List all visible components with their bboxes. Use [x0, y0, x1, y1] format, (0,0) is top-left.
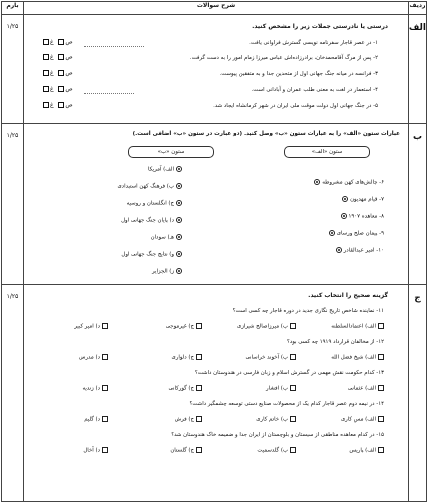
option-checkbox[interactable] — [102, 323, 108, 329]
option-text: الف) مسِ کاری — [340, 416, 376, 423]
section-c-title: گزینه صحیح را انتخاب کنید. — [308, 292, 388, 299]
option-text: الف) اعتمادالسلطنه — [331, 323, 376, 330]
option-text: ب) آخوند خراسانی — [245, 354, 288, 361]
option-text: ب) خاتم کاری — [256, 416, 288, 423]
mcq-option[interactable] — [169, 385, 202, 392]
match-dot[interactable] — [176, 268, 182, 274]
tf-choice-3 — [42, 70, 73, 77]
mcq-option[interactable] — [166, 323, 202, 330]
true-option-label: ص — [65, 85, 73, 93]
option-text: ج) فرش — [174, 416, 194, 423]
mcq-option[interactable] — [170, 447, 202, 454]
match-a-text: ۶- چالش‌های کهن مشروطه — [322, 179, 384, 186]
mcq-option[interactable] — [256, 416, 296, 423]
option-checkbox[interactable] — [378, 354, 384, 360]
option-checkbox[interactable] — [102, 447, 108, 453]
option-text: ج) گورکانی — [168, 385, 194, 392]
option-text: د) امیر کبیر — [74, 323, 100, 330]
option-checkbox[interactable] — [196, 323, 202, 329]
false-checkbox[interactable] — [43, 39, 49, 45]
option-text: ج) دلواری — [171, 354, 194, 361]
match-a-item-8 — [339, 213, 384, 220]
mcq-option[interactable] — [82, 385, 108, 392]
match-b-text: و) نتایج جنگ جهانی اول — [121, 251, 174, 258]
match-dot[interactable] — [341, 213, 347, 219]
tf-item-3: ۳- فرانسه در میانه جنگ جهانی اول از متحدین جدا و به متفقین پیوست. — [219, 71, 378, 77]
header-score-label: بارم — [2, 2, 24, 15]
mcq-question-14: ۱۴- در نیمه دوم عصر قاجار کدام یک از محصولات صنایع دستی توسعه چشمگیر داشت؟ — [189, 401, 384, 407]
mcq-option[interactable] — [79, 354, 108, 361]
match-dot[interactable] — [314, 179, 320, 185]
column-b-header: ستون «ب» — [128, 146, 214, 158]
match-a-text: ۸- معاهده ۱۹۰۷ — [348, 213, 384, 220]
option-text: د) گلیم — [84, 416, 100, 423]
tf-choice-5 — [42, 102, 73, 109]
option-text: ج) گلستان — [170, 447, 194, 454]
match-dot[interactable] — [329, 230, 335, 236]
match-a-text: ۱۰- امیر عبدالقادر — [343, 247, 384, 254]
match-a-item-7 — [340, 196, 384, 203]
tf-item-2: ۲- پس از مرگ آقامحمدخان، برادرزاده‌اش عباس میرزا زمام امور را به دست گرفت. — [189, 55, 378, 61]
true-option-label: ص — [65, 101, 73, 109]
option-text: ب) گلدسمیت — [257, 447, 288, 454]
true-option-label: ص — [65, 38, 73, 46]
match-a-item-10 — [334, 247, 384, 254]
false-checkbox[interactable] — [43, 102, 49, 108]
dotted-leader — [84, 93, 134, 94]
exam-table — [1, 1, 427, 502]
true-option-label: ص — [65, 69, 73, 77]
match-b-text: ز) الجزایر — [152, 268, 174, 275]
option-text: ب) میرزاصالح شیرازی — [237, 323, 288, 330]
option-checkbox[interactable] — [290, 447, 296, 453]
mcq-option[interactable] — [331, 323, 384, 330]
mcq-option[interactable] — [257, 447, 296, 454]
option-text: د) مدرس — [78, 354, 100, 361]
true-checkbox[interactable] — [58, 54, 64, 60]
false-option-label: غ — [50, 53, 54, 61]
tf-choice-1 — [42, 39, 73, 46]
mcq-option[interactable] — [175, 416, 202, 423]
tf-item-1: ۱- در عصر قاجار سفرنامه نویسی گسترش فراوانی یافت. — [249, 40, 378, 46]
false-option-label: غ — [50, 69, 54, 77]
column-a-header: ستون «الف» — [284, 146, 370, 158]
mcq-option[interactable] — [266, 385, 296, 392]
section-a-row — [2, 15, 427, 124]
option-checkbox[interactable] — [290, 323, 296, 329]
section-b-label: ب — [409, 124, 427, 285]
tf-item-4: ۴- استعمار در لغت به معنی طلب عمران و آبادانی است. — [251, 87, 378, 93]
option-text: د) زندیه — [82, 385, 100, 392]
match-b-item-e — [151, 234, 182, 241]
match-b-item-a — [148, 166, 182, 173]
mcq-option[interactable] — [237, 323, 296, 330]
true-checkbox[interactable] — [58, 39, 64, 45]
match-dot[interactable] — [176, 200, 182, 206]
false-checkbox[interactable] — [43, 70, 49, 76]
mcq-option[interactable] — [341, 416, 384, 423]
match-b-item-b — [117, 183, 182, 190]
match-dot[interactable] — [176, 234, 182, 240]
dotted-leader — [84, 46, 144, 47]
mcq-question-13: ۱۳- کدام حکومت نقش مهمی در گسترش اسلام و زبان فارسی در هندوستان داشت؟ — [194, 370, 384, 376]
section-b-row — [2, 124, 427, 285]
option-checkbox[interactable] — [102, 385, 108, 391]
option-checkbox[interactable] — [378, 416, 384, 422]
true-checkbox[interactable] — [58, 102, 64, 108]
option-text: د) آخال — [83, 447, 100, 454]
section-c-score: ۱/۲۵ — [2, 285, 24, 502]
match-b-text: الف) آمریکا — [147, 166, 174, 173]
header-questions-label: شرح سوالات — [24, 2, 409, 15]
match-b-text: هـ) سودان — [150, 234, 174, 241]
section-c-row — [2, 285, 427, 502]
option-checkbox[interactable] — [196, 385, 202, 391]
match-b-text: ب) فرهنگ کهن استبدادی — [117, 183, 174, 190]
match-dot[interactable] — [176, 217, 182, 223]
mcq-option[interactable] — [348, 385, 384, 392]
true-option-label: ص — [65, 53, 73, 61]
match-a-item-9 — [327, 230, 384, 237]
header-row — [2, 2, 427, 15]
mcq-option[interactable] — [84, 416, 108, 423]
match-b-item-f — [121, 251, 182, 258]
option-checkbox[interactable] — [290, 385, 296, 391]
option-checkbox[interactable] — [196, 416, 202, 422]
match-b-text: د) پایان جنگ جهانی اول — [121, 217, 174, 224]
option-checkbox[interactable] — [378, 447, 384, 453]
match-dot[interactable] — [176, 183, 182, 189]
section-c-content — [24, 285, 409, 502]
false-checkbox[interactable] — [43, 86, 49, 92]
mcq-option[interactable] — [331, 354, 384, 361]
tf-choice-4 — [42, 86, 73, 93]
option-checkbox[interactable] — [290, 416, 296, 422]
option-text: الف) شیخ فضل الله — [331, 354, 376, 361]
false-checkbox[interactable] — [43, 54, 49, 60]
section-a-content — [24, 15, 409, 124]
match-b-text: ج) انگلستان و روسیه — [126, 200, 174, 207]
option-checkbox[interactable] — [290, 354, 296, 360]
header-row-label: ردیف — [409, 2, 427, 15]
match-dot[interactable] — [176, 251, 182, 257]
match-a-text: ۷- قیام مهدیون — [350, 196, 384, 203]
section-a-title: درستی یا نادرستی جملات زیر را مشخص کنید. — [252, 23, 388, 30]
false-option-label: غ — [50, 101, 54, 109]
exam-sheet — [1, 1, 427, 502]
option-text: ب) افشار — [265, 385, 288, 392]
option-checkbox[interactable] — [196, 354, 202, 360]
mcq-option[interactable] — [74, 323, 108, 330]
mcq-question-15: ۱۵- در کدام معاهده مناطقی از سیستان و بلوچستان از ایران جدا و ضمیمه خاک هندوستان شد؟ — [171, 432, 384, 438]
true-checkbox[interactable] — [58, 70, 64, 76]
option-text: الف) پاریس — [349, 447, 376, 454]
mcq-option[interactable] — [349, 447, 384, 454]
tf-choice-2 — [42, 54, 73, 61]
match-b-item-d — [121, 217, 182, 224]
section-a-score: ۱/۲۵ — [2, 15, 24, 124]
false-option-label: غ — [50, 85, 54, 93]
mcq-option[interactable] — [83, 447, 108, 454]
mcq-question-11: ۱۱- نماینده شاخص تاریخ نگاری جدید در دوره قاجار چه کسی است؟ — [232, 308, 384, 314]
option-text: ج) غیرموجی — [165, 323, 194, 330]
option-checkbox[interactable] — [378, 385, 384, 391]
false-option-label: غ — [50, 38, 54, 46]
match-b-item-c — [127, 200, 182, 207]
option-checkbox[interactable] — [102, 354, 108, 360]
match-dot[interactable] — [176, 166, 182, 172]
section-b-content — [24, 124, 409, 285]
option-checkbox[interactable] — [378, 323, 384, 329]
match-a-text: ۹- پیمان صلح ورسای — [336, 230, 384, 237]
option-checkbox[interactable] — [102, 416, 108, 422]
true-checkbox[interactable] — [58, 86, 64, 92]
tf-item-5: ۵- در جنگ جهانی اول دولت موقت ملی ایران در شهر کرمانشاه ایجاد شد. — [213, 103, 378, 109]
section-a-label: الف — [409, 15, 427, 124]
match-a-item-6 — [312, 179, 384, 186]
match-dot[interactable] — [336, 247, 342, 253]
mcq-option[interactable] — [172, 354, 202, 361]
option-checkbox[interactable] — [196, 447, 202, 453]
mcq-question-12: ۱۲- از مخالفان قرارداد ۱۹۱۹ چه کسی بود؟ — [286, 339, 384, 345]
match-b-item-g — [152, 268, 182, 275]
match-dot[interactable] — [342, 196, 348, 202]
section-c-label: ج — [409, 285, 427, 502]
option-text: الف) عثمانی — [347, 385, 376, 392]
section-b-score: ۱/۲۵ — [2, 124, 24, 285]
section-b-title: عبارات ستون «الف» را به عبارات ستون «ب» وصل کنید. (دو عبارت در ستون «ب» اضافی است.) — [132, 131, 400, 137]
mcq-option[interactable] — [245, 354, 296, 361]
